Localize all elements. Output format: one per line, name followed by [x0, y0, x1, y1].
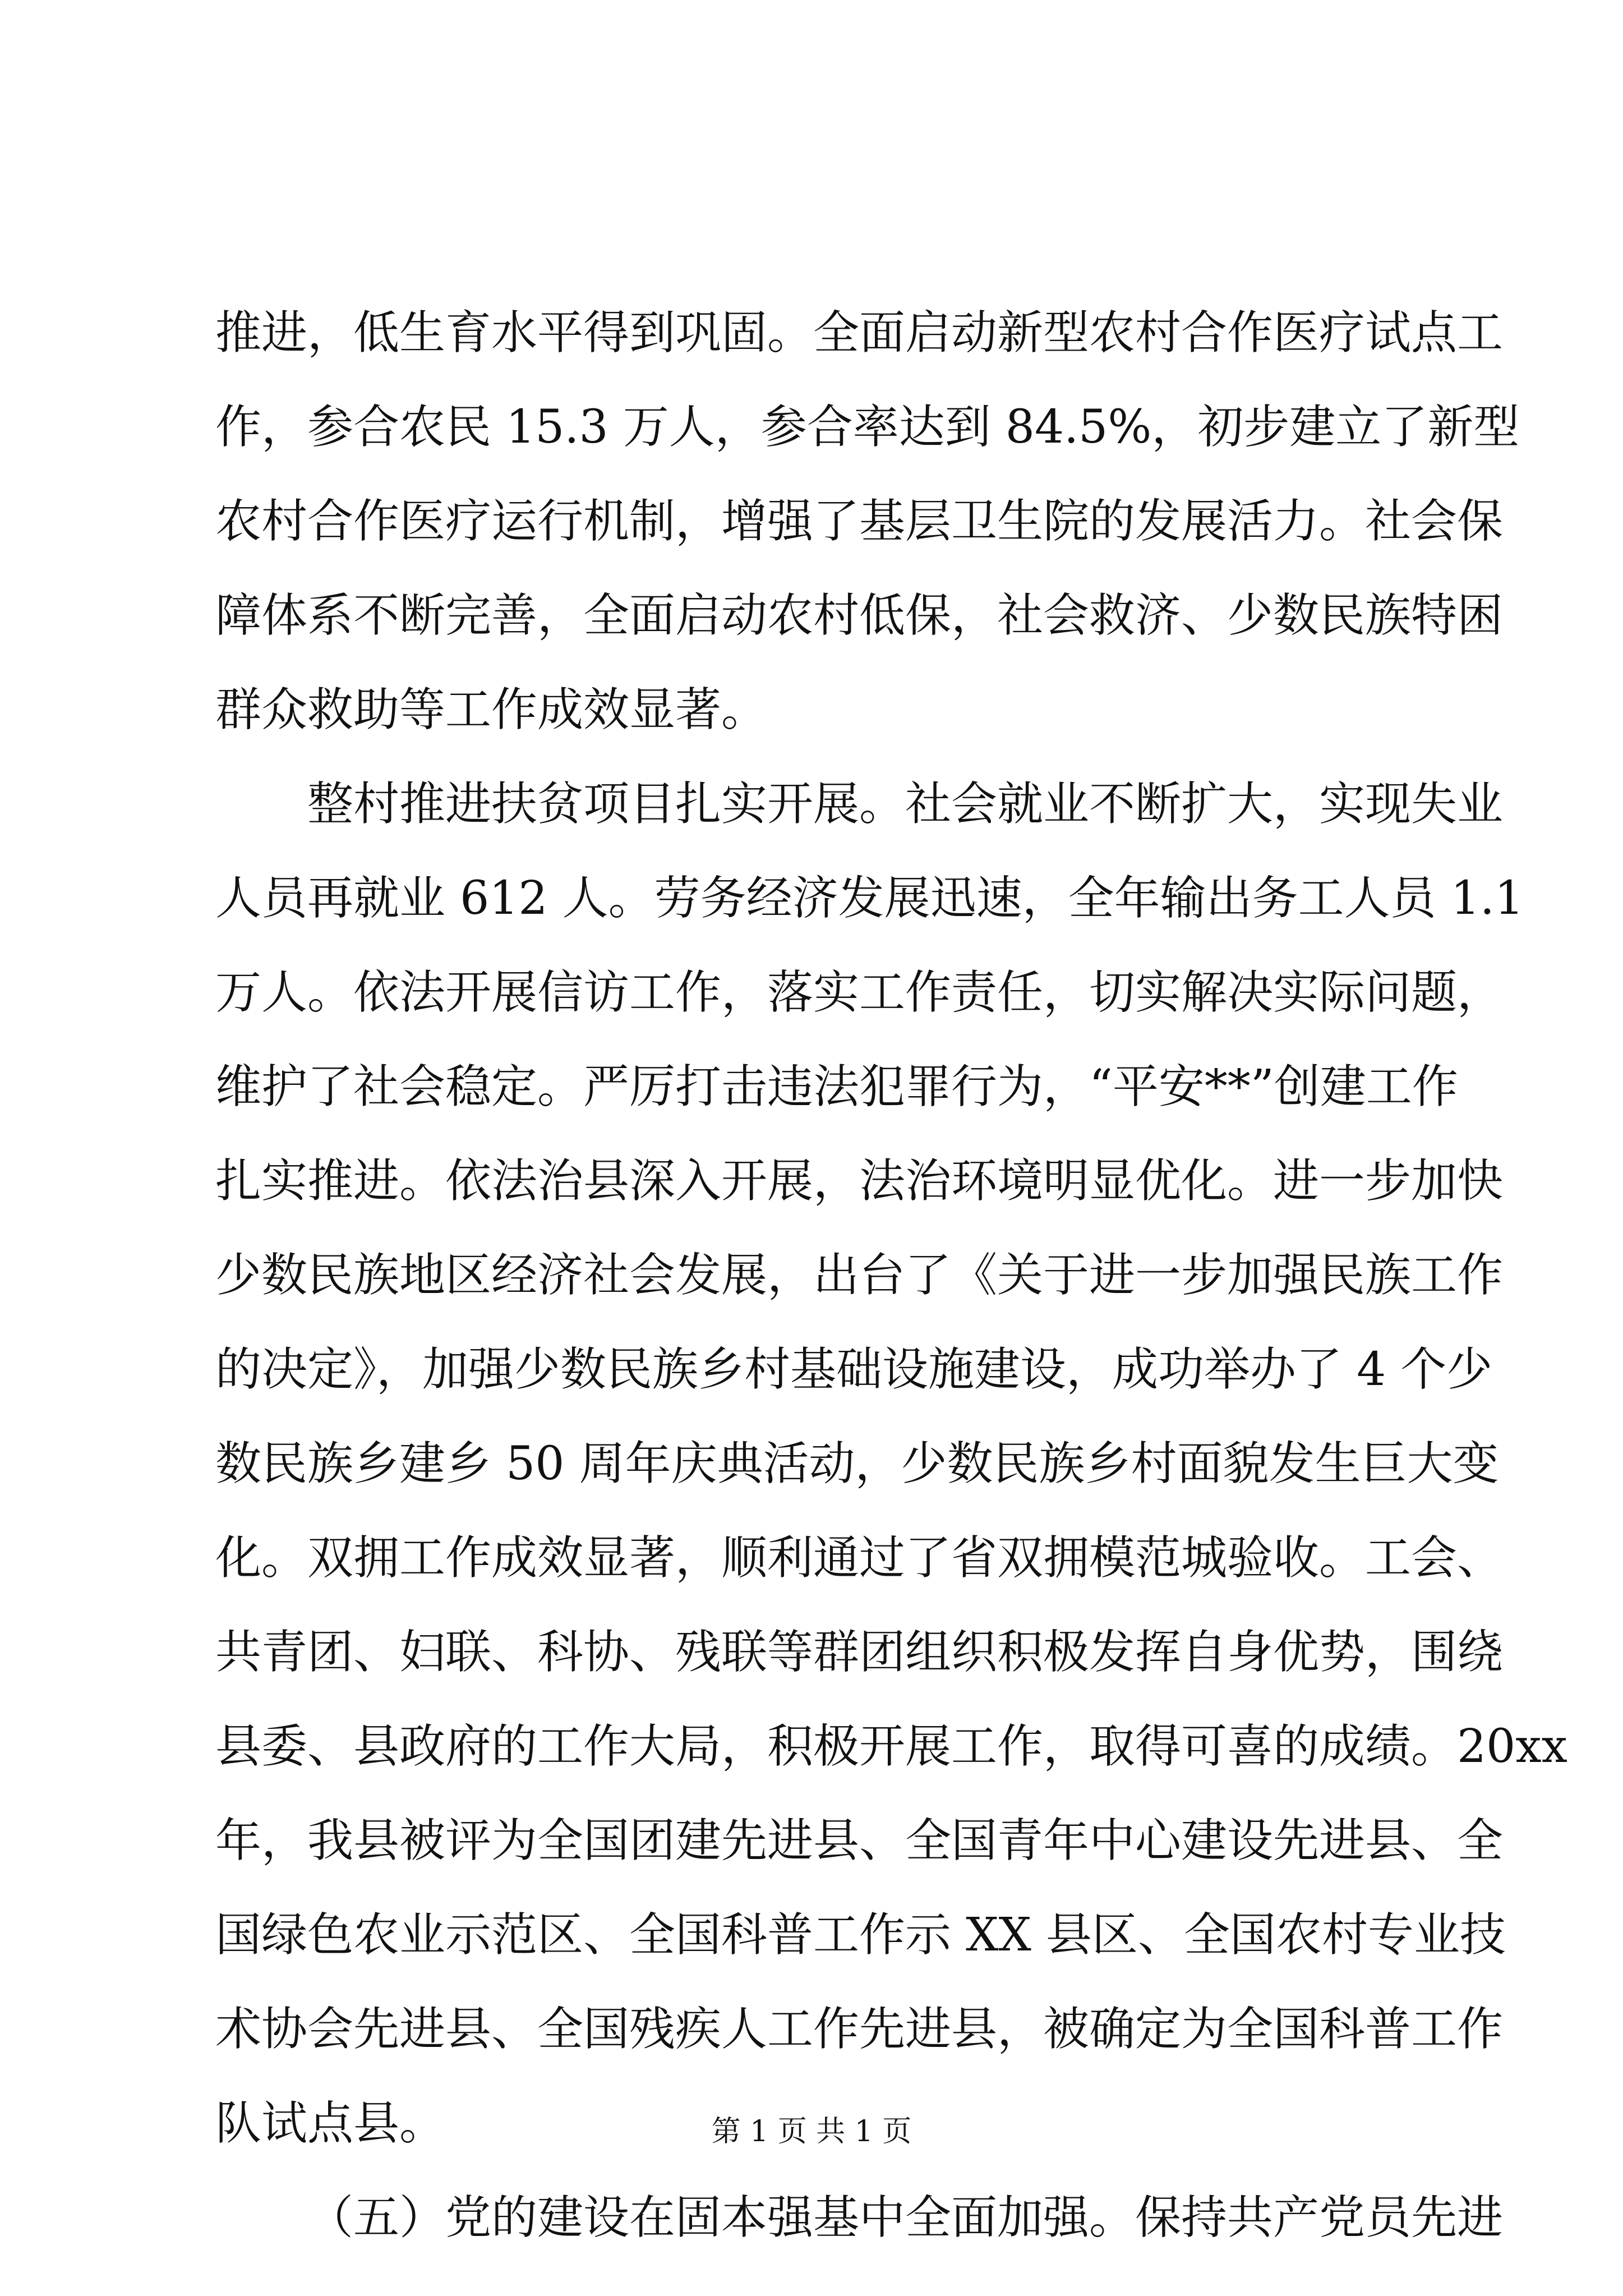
page-footer: 第 1 页 共 1 页: [711, 2115, 912, 2148]
text-line: 数民族乡建乡 50 周年庆典活动，少数民族乡村面貌发生巨大变: [215, 1437, 1499, 1490]
text-line: 农村合作医疗运行机制，增强了基层卫生院的发展活力。社会保: [215, 495, 1504, 548]
text-line: 扎实推进。依法治县深入开展，法治环境明显优化。进一步加快: [215, 1154, 1504, 1208]
text-line: （五）党的建设在固本强基中全面加强。保持共产党员先进: [307, 2191, 1504, 2244]
text-line: 推进，低生育水平得到巩固。全面启动新型农村合作医疗试点工: [215, 306, 1504, 360]
text-line: 年，我县被评为全国团建先进县、全国青年中心建设先进县、全: [215, 1814, 1504, 1867]
text-line: 少数民族地区经济社会发展，出台了《关于进一步加强民族工作: [215, 1249, 1504, 1302]
text-line: 化。双拥工作成效显著，顺利通过了省双拥模范城验收。工会、: [215, 1531, 1504, 1585]
text-line: 队试点县。: [215, 2097, 446, 2150]
text-line: 维护了社会稳定。严厉打击违法犯罪行为，“平安**”创建工作: [215, 1060, 1458, 1114]
text-line: 作，参合农民 15.3 万人，参合率达到 84.5%，初步建立了新型: [215, 401, 1520, 454]
text-line: 整村推进扶贫项目扎实开展。社会就业不断扩大，实现失业: [307, 777, 1504, 831]
text-line: 万人。依法开展信访工作，落实工作责任，切实解决实际问题，: [215, 966, 1504, 1019]
paragraph-2: [215, 757, 1567, 2171]
text-line: 国绿色农业示范区、全国科普工作示 XX 县区、全国农村专业技: [215, 1908, 1506, 1962]
text-line: 县委、县政府的工作大局，积极开展工作，取得可喜的成绩。20xx: [215, 1720, 1567, 1773]
text-line: 群众救助等工作成效显著。: [215, 683, 768, 737]
text-line: 的决定》，加强少数民族乡村基础设施建设，成功举办了 4 个少: [215, 1343, 1493, 1396]
paragraph-3: [215, 2171, 1504, 2265]
paragraph-1: [215, 286, 1520, 757]
text-line: 共青团、妇联、科协、残联等群团组织积极发挥自身优势，围绕: [215, 1626, 1504, 1679]
text-line: 障体系不断完善，全面启动农村低保，社会救济、少数民族特困: [215, 589, 1504, 642]
text-line: 人员再就业 612 人。劳务经济发展迅速，全年输出务工人员 1.1: [215, 872, 1524, 925]
text-line: 术协会先进县、全国残疾人工作先进县，被确定为全国科普工作: [215, 2003, 1504, 2056]
document-body: [215, 286, 1567, 2265]
